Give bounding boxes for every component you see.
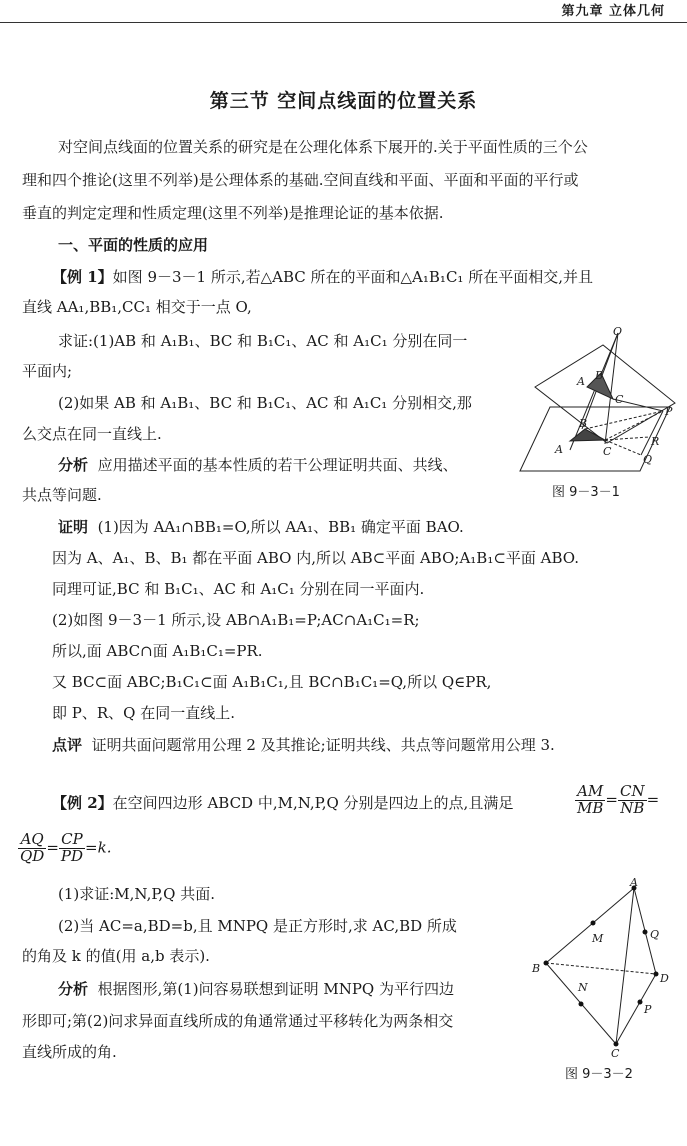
label-a: A — [630, 878, 638, 889]
intro-line-1: 对空间点线面的位置关系的研究是在公理化体系下展开的.关于平面性质的三个公 — [58, 138, 588, 156]
example1-tag: 【例 1】 — [52, 268, 113, 286]
example2-statement-1 — [52, 789, 513, 818]
example1-statement-1 — [52, 263, 593, 292]
point-c — [614, 1042, 619, 1047]
example2-analysis — [58, 975, 454, 1004]
dash-bp — [585, 411, 663, 429]
label-q: Q — [643, 453, 653, 466]
example1-proof-line-6: 又 BC⊂面 ABC;B₁C₁⊂面 A₁B₁C₁,且 BC∩B₁C₁=Q,所以 Q∈PR, — [52, 673, 492, 691]
label-c1: C — [615, 393, 624, 406]
example2-q2b: 的角及 k 的值(用 a,b 表示). — [22, 947, 210, 965]
example1-proof-line-5: 所以,面 ABC∩面 A₁B₁C₁=PR. — [52, 642, 263, 660]
example1-proof-line-7: 即 P、R、Q 在同一直线上. — [52, 704, 235, 722]
label-a: A — [555, 443, 563, 456]
dash-cr — [605, 437, 649, 440]
label-a1: A — [577, 375, 585, 388]
label-q: Q — [650, 928, 660, 941]
label-r: R — [651, 435, 660, 448]
example1-analysis — [58, 451, 458, 480]
label-b: B — [532, 962, 541, 975]
running-head: 第九章 立体几何 — [561, 4, 665, 19]
label-b: B — [579, 417, 588, 430]
line-pq — [641, 411, 663, 455]
example2-stmt1: 在空间四边形 ABCD 中,M,N,P,Q 分别是四边上的点,且满足 — [112, 794, 514, 812]
example1-analysis-b: 共点等问题. — [22, 486, 102, 504]
figure-9-3-1 — [515, 325, 680, 475]
example1-prove2b: 么交点在同一直线上. — [22, 425, 162, 443]
example1-proof-text-1: (1)因为 AA₁∩BB₁=O,所以 AA₁、BB₁ 确定平面 BAO. — [97, 518, 464, 536]
edge-ab — [546, 888, 634, 963]
figure-9-3-2 — [530, 878, 675, 1060]
figure-9-3-1-caption: 图 9－3－1 — [552, 485, 620, 500]
example1-comment — [52, 731, 555, 760]
triangle-abc — [570, 429, 605, 441]
example2-q1: (1)求证:M,N,P,Q 共面. — [58, 885, 216, 903]
point-d — [654, 972, 659, 977]
fraction-am-mb: $\frac{AM}{MB}$ — [577, 782, 604, 817]
example1-proof-line-3: 同理可证,BC 和 B₁C₁、AC 和 A₁C₁ 分别在同一平面内. — [52, 580, 425, 598]
example1-analysis-label: 分析 — [58, 456, 89, 474]
example1-prove1b: 平面内; — [22, 362, 73, 380]
example2-ratio-1: $\frac{AM}{MB}$ = $\frac{CN}{NB}$ = — [577, 782, 660, 817]
edge-ac — [616, 888, 634, 1044]
label-p: P — [644, 1003, 652, 1016]
example2-q2a: (2)当 AC=a,BD=b,且 MNPQ 是正方形时,求 AC,BD 所成 — [58, 917, 457, 935]
fraction-cp-pd: $\frac{CP}{PD}$ — [60, 830, 84, 865]
edge-bd — [546, 963, 656, 974]
intro-line-3: 垂直的判定定理和性质定理(这里不列举)是推理论证的基本依据. — [22, 204, 444, 222]
example2-ratio-2: $\frac{AQ}{QD}$ = $\frac{CP}{PD}$ =k. — [20, 830, 112, 865]
example2-analysis-text: 根据图形,第(1)问容易联想到证明 MNPQ 为平行四边 — [97, 980, 454, 998]
label-d: D — [660, 972, 669, 985]
example1-analysis-text: 应用描述平面的基本性质的若干公理证明共面、共线、 — [97, 456, 458, 474]
label-c: C — [603, 445, 612, 458]
header-rule — [0, 22, 687, 23]
fraction-aq-qd: $\frac{AQ}{QD}$ — [20, 830, 45, 865]
section-title: 第三节 空间点线面的位置关系 — [209, 90, 478, 112]
example2-analysis-label: 分析 — [58, 980, 89, 998]
label-b1: B — [595, 369, 604, 382]
example1-proof-line-1 — [58, 513, 464, 542]
example1-comment-label: 点评 — [52, 736, 83, 754]
example1-proof-label: 证明 — [58, 518, 89, 536]
point-p — [638, 1000, 643, 1005]
label-n: N — [578, 981, 588, 994]
point-q — [643, 930, 648, 935]
point-n — [579, 1002, 584, 1007]
figure-9-3-2-caption: 图 9－3－2 — [565, 1067, 633, 1082]
example1-proof-line-4: (2)如图 9－3－1 所示,设 AB∩A₁B₁=P;AC∩A₁C₁=R; — [52, 611, 420, 629]
example2-tag: 【例 2】 — [52, 794, 113, 812]
point-m — [591, 921, 596, 926]
label-o: O — [613, 325, 623, 338]
label-m: M — [592, 932, 604, 945]
example2-analysis-c: 直线所成的角. — [22, 1043, 117, 1061]
subsection-heading: 一、平面的性质的应用 — [58, 236, 209, 254]
fraction-cn-nb: $\frac{CN}{NB}$ — [619, 782, 645, 817]
intro-line-2: 理和四个推论(这里不列举)是公理体系的基础.空间直线和平面、平面和平面的平行或 — [22, 171, 579, 189]
example1-statement-2: 直线 AA₁,BB₁,CC₁ 相交于一点 O, — [22, 298, 252, 316]
example1-proof-line-2: 因为 A、A₁、B、B₁ 都在平面 ABO 内,所以 AB⊂平面 ABO;A₁B₁⊂平面 ABO. — [52, 549, 579, 567]
example1-comment-text: 证明共面问题常用公理 2 及其推论;证明共线、共点等问题常用公理 3. — [91, 736, 555, 754]
example2-analysis-b: 形即可;第(2)问求异面直线所成的角通常通过平移转化为两条相交 — [22, 1012, 454, 1030]
point-b — [544, 961, 549, 966]
label-c: C — [611, 1047, 620, 1060]
label-p: P — [665, 405, 673, 418]
example1-prove2a: (2)如果 AB 和 A₁B₁、BC 和 B₁C₁、AC 和 A₁C₁ 分别相交,那 — [58, 394, 472, 412]
example1-stmt1: 如图 9－3－1 所示,若△ABC 所在的平面和△A₁B₁C₁ 所在平面相交,并且 — [112, 268, 593, 286]
example1-prove1a: 求证:(1)AB 和 A₁B₁、BC 和 B₁C₁、AC 和 A₁C₁ 分别在同一 — [58, 332, 468, 350]
